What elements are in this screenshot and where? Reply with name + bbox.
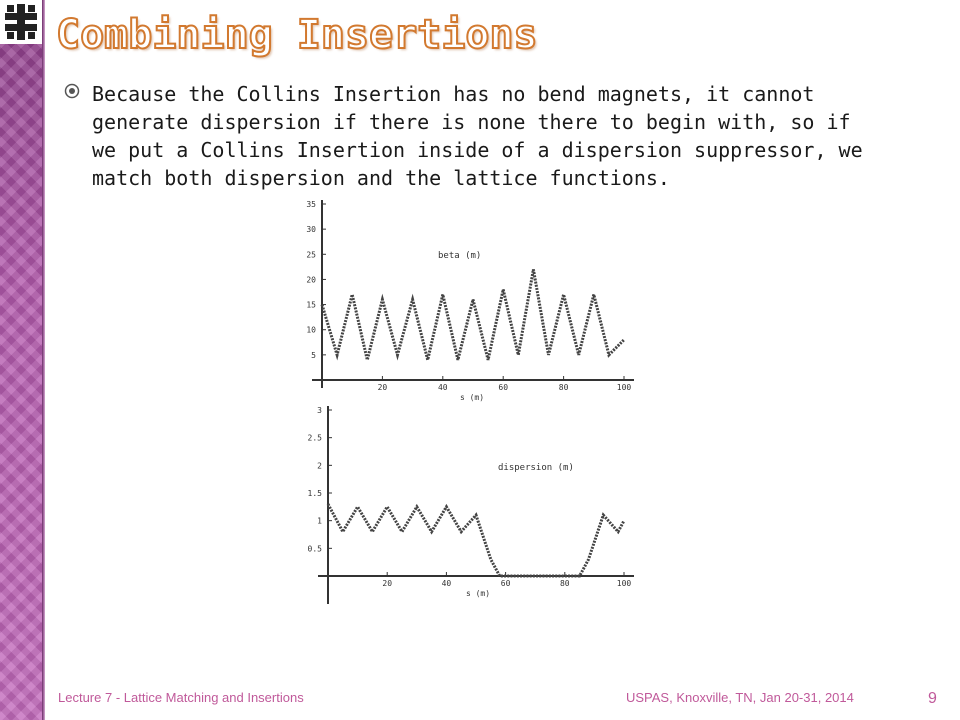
bullet-text: Because the Collins Insertion has no bend magnets, it cannot generate dispersion if there is none there to begin with, so if we put a Collins Insertion inside of a dispersion suppressor, we match both dispersion and the lattice functions. xyxy=(92,82,863,190)
x-axis-label: s (m) xyxy=(465,589,491,598)
x-tick-label: 100 xyxy=(616,579,632,588)
y-tick-label: 25 xyxy=(306,250,316,260)
slide-title: Combining Insertions xyxy=(56,12,538,58)
y-tick-label: 15 xyxy=(306,300,316,310)
y-tick-label: 30 xyxy=(306,225,316,235)
fermilab-logo-icon xyxy=(0,0,42,44)
footer-venue: USPAS, Knoxville, TN, Jan 20-31, 2014 xyxy=(626,690,854,705)
page-number: 9 xyxy=(928,690,937,707)
x-tick-label: 60 xyxy=(498,383,509,392)
x-tick-label: 80 xyxy=(559,579,570,588)
footer-lecture: Lecture 7 - Lattice Matching and Insertions xyxy=(58,690,304,705)
x-tick-label: 80 xyxy=(558,383,569,392)
side-band-edge xyxy=(42,0,45,720)
y-tick-label: 2.5 xyxy=(307,433,322,443)
lattice-plots xyxy=(288,196,648,608)
bullet-circle-icon xyxy=(64,83,80,99)
series-line-1 xyxy=(322,269,624,360)
chart-annotation: dispersion (m) xyxy=(498,463,574,473)
y-tick-label: 0.5 xyxy=(307,544,322,554)
bullet-item xyxy=(64,80,874,192)
y-tick-label: 2 xyxy=(317,461,322,471)
y-tick-label: 5 xyxy=(311,350,316,360)
y-tick-label: 20 xyxy=(306,275,316,285)
y-tick-label: 1.5 xyxy=(307,489,322,498)
x-tick-label: 40 xyxy=(437,383,448,392)
x-tick-label: 100 xyxy=(616,383,632,392)
x-tick-label: 60 xyxy=(500,579,511,588)
x-axis-label: s (m) xyxy=(459,393,485,402)
x-tick-label: 40 xyxy=(441,579,452,588)
logo-graphic xyxy=(4,3,38,41)
y-tick-label: 10 xyxy=(306,325,316,335)
series-line-2 xyxy=(328,504,624,576)
y-tick-label: 35 xyxy=(306,200,316,209)
plots-svg xyxy=(288,196,648,608)
x-tick-label: 20 xyxy=(382,579,393,588)
y-tick-label: 1 xyxy=(317,516,322,526)
x-tick-label: 20 xyxy=(377,383,388,392)
side-decor-band xyxy=(0,0,42,720)
y-tick-label: 3 xyxy=(317,406,322,415)
chart-annotation: beta (m) xyxy=(438,251,482,261)
